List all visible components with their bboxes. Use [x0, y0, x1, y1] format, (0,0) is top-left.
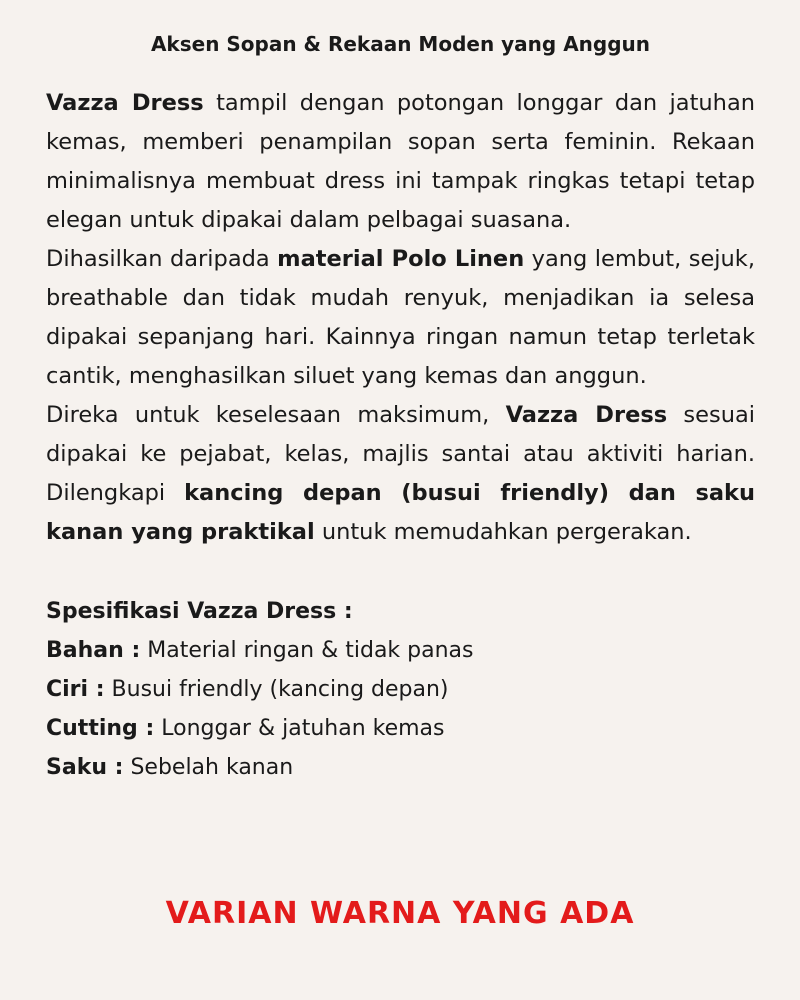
spec-row-bahan [46, 631, 755, 670]
spec-value: Busui friendly (kancing depan) [104, 677, 449, 702]
paragraph-material-text-1: Dihasilkan daripada [46, 246, 278, 272]
spec-label: Cutting : [46, 716, 155, 741]
spec-label: Saku : [46, 755, 124, 780]
paragraph-material [46, 240, 755, 396]
spec-value: Material ringan & tidak panas [140, 638, 474, 663]
paragraph-intro [46, 84, 755, 240]
paragraph-comfort-text-1: Direka untuk keselesaan maksimum, [46, 402, 506, 428]
product-name-bold: Vazza Dress [46, 90, 204, 116]
spec-block [46, 592, 755, 787]
spec-label: Ciri : [46, 677, 105, 702]
paragraph-comfort-text-2: sesuai dipakai ke pejabat, kelas, majlis santai atau aktiviti harian. Dilengkapi [46, 402, 755, 506]
color-variants-title: VARIAN WARNA YANG ADA [165, 896, 635, 931]
material-bold: material Polo Linen [277, 246, 525, 272]
product-name-bold-2: Vazza Dress [505, 402, 668, 428]
page-heading: Aksen Sopan & Rekaan Moden yang Anggun [150, 32, 651, 56]
spec-label: Bahan : [46, 638, 141, 663]
paragraph-comfort-text-3: untuk memudahkan pergerakan. [314, 519, 692, 545]
paragraph-material-text-2: yang lembut, sejuk, breathable dan tidak mudah renyuk, menjadikan ia selesa dipakai sepanjang hari. Kainnya ringan namun tetap terletak cantik, menghasilkan siluet yang kemas dan anggun. [46, 246, 755, 389]
spec-row-saku [46, 748, 755, 787]
spec-row-ciri [46, 670, 755, 709]
paragraph-comfort [46, 396, 755, 552]
spec-title: Spesifikasi Vazza Dress : [46, 599, 353, 624]
spec-value: Longgar & jatuhan kemas [154, 716, 445, 741]
paragraph-intro-text: tampil dengan potongan longgar dan jatuhan kemas, memberi penampilan sopan serta feminin. Rekaan minimalisnya membuat dress ini tampak ringkas tetapi tetap elegan untuk dipakai dalam pelbagai suasana. [46, 90, 755, 233]
features-bold: kancing depan (busui friendly) dan saku kanan yang praktikal [46, 480, 756, 545]
spec-value: Sebelah kanan [123, 755, 294, 780]
spec-row-cutting [46, 709, 755, 748]
